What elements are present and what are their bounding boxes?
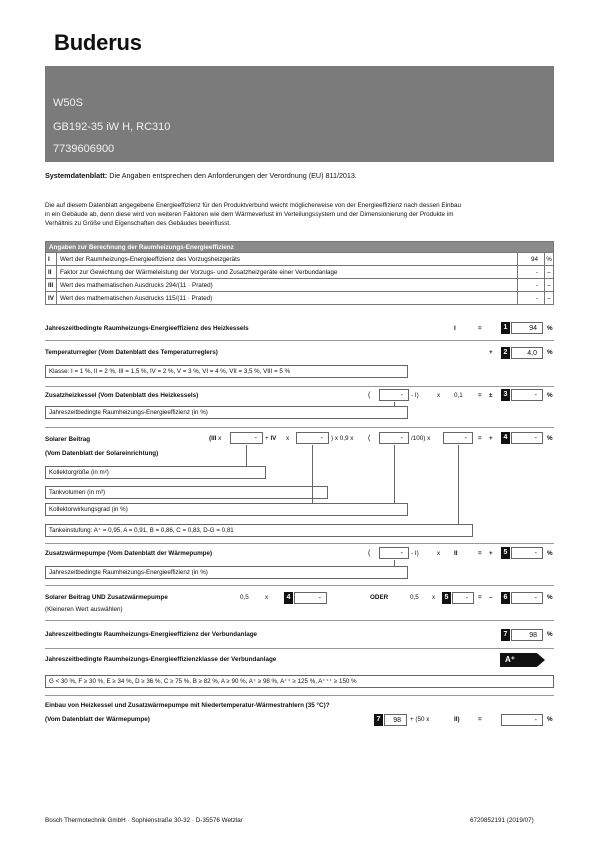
s3-value: - — [511, 389, 543, 401]
s6-x-1: x — [265, 594, 269, 601]
s4-box-collector-size: Kollektorgröße (in m²) — [45, 466, 266, 479]
s1-symbol: I — [454, 325, 456, 332]
s3-unit: % — [547, 392, 553, 399]
s9-operator: = — [478, 716, 482, 723]
footer-company: Bosch Thermotechnik GmbH · Sophienstraße 30-32 · D-35576 Wetzlar — [45, 817, 243, 824]
s4-paren: ( — [368, 433, 371, 442]
s6-number-badge: 6 — [501, 592, 510, 604]
s4-expr-1: (III x — [209, 435, 222, 442]
s3-operator: = — [478, 392, 482, 399]
s4-expr-2: + IV — [265, 435, 277, 442]
energy-class-label: A⁺ — [505, 655, 515, 664]
s1-value: 94 — [511, 322, 543, 334]
s1-title: Jahreszeitbedingte Raumheizungs-Energieeffizienz des Heizkessels — [45, 325, 249, 332]
s3-box: Jahreszeitbedingte Raumheizungs-Energieeffizienz (in %) — [45, 406, 408, 419]
product-header — [45, 66, 554, 162]
s4-unit: % — [547, 435, 553, 442]
s6-ref-value-5: - — [452, 592, 474, 604]
s1-unit: % — [547, 325, 553, 332]
s9-unit: % — [547, 716, 553, 723]
s4-box-collector-efficiency: Kollektorwirkungsgrad (in %) — [45, 503, 408, 516]
s6-value: - — [511, 592, 543, 604]
s4-number-badge: 4 — [501, 432, 510, 444]
table-row: IV Wert des mathematischen Ausdrucks 115/(11 · Prated) - – — [46, 292, 554, 305]
s5-input: - — [379, 547, 409, 559]
s6-ref-badge-4: 4 — [284, 592, 293, 604]
s4-plus: + — [489, 435, 493, 442]
s9-ref-badge-7: 7 — [374, 714, 383, 726]
table-title: Angaben zur Berechnung der Raumheizungs-Energieeffizienz — [46, 242, 554, 253]
s9-symbol: II) — [454, 716, 460, 723]
intro-para-1: Die auf diesem Datenblatt angegebene Energieeffizienz für den Produktverbund weicht möglicherweise von der Energieeffizienz nach dessen Einbau — [45, 202, 461, 209]
model-name: W50S — [53, 97, 83, 109]
s9-subtitle: (Vom Datenblatt der Wärmepumpe) — [45, 716, 150, 723]
s9-expr: + (50 x — [410, 716, 430, 723]
s6-x-2: x — [432, 594, 436, 601]
s9-result: - — [501, 714, 543, 726]
s5-operator: = — [478, 550, 482, 557]
s5-x: x — [437, 550, 441, 557]
s9-title: Einbau von Heizkessel und Zusatzwärmepumpe mit Niedertemperatur-Wärmestrahlern (35 °C)? — [45, 702, 330, 709]
s6-factor-2: 0,5 — [410, 594, 419, 601]
s6-oder: ODER — [370, 594, 389, 601]
brand-logo: Buderus — [54, 30, 142, 55]
s5-paren: ( — [368, 548, 371, 557]
s4-input-3: - — [379, 432, 409, 444]
s4-input-2: - — [296, 432, 329, 444]
s2-number-badge: 2 — [501, 347, 510, 359]
s4-x: x — [286, 435, 290, 442]
s6-minus: – — [489, 594, 493, 601]
s3-paren: ( — [368, 390, 371, 399]
s4-input-4: - — [443, 432, 473, 444]
s6-title: Solarer Beitrag UND Zusatzwärmepumpe — [45, 594, 168, 601]
s8-scale-box: G < 30 %, F ≥ 30 %, E ≥ 34 %, D ≥ 36 %, C ≥ 75 %, B ≥ 82 %, A ≥ 90 %, A⁺ ≥ 98 %, A⁺⁺ ≥ 125 %, A⁺⁺⁺ ≥ 150 % — [45, 675, 554, 688]
s6-ref-badge-5: 5 — [442, 592, 451, 604]
s5-minus-i: - I) — [411, 550, 419, 557]
s3-x: x — [437, 392, 441, 399]
s8-title: Jahreszeitbedingte Raumheizungs-Energieeffizienzklasse der Verbundanlage — [45, 656, 277, 663]
footer-doc-number: 6720852191 (2019/07) — [470, 817, 534, 824]
s4-expr-3: ) x 0,9 x — [331, 435, 354, 442]
s5-unit: % — [547, 550, 553, 557]
s2-title: Temperaturregler (Vom Datenblatt des Temperaturreglers) — [45, 349, 218, 356]
s5-number-badge: 5 — [501, 547, 510, 559]
s5-box: Jahreszeitbedingte Raumheizungs-Energieeffizienz (in %) — [45, 566, 408, 579]
s6-factor-1: 0,5 — [240, 594, 249, 601]
table-row: I Wert der Raumheizungs-Energieeffizienz des Vorzugsheizgeräts 94 % — [46, 253, 554, 266]
s6-unit: % — [547, 594, 553, 601]
s5-value: - — [511, 547, 543, 559]
s4-box-tank-volume: Tankvolumen (in m³) — [45, 486, 328, 499]
s2-value: 4,0 — [511, 347, 543, 359]
s6-ref-value-4: - — [294, 592, 327, 604]
s3-plusminus: ± — [489, 392, 493, 399]
article-number: 7739606900 — [53, 143, 115, 155]
s7-value: 98 — [511, 629, 543, 641]
s3-factor: 0,1 — [454, 392, 463, 399]
s7-title: Jahreszeitbedingte Raumheizungs-Energieeffizienz der Verbundanlage — [45, 631, 258, 638]
intro-para-2: in ein Gebäude ab, denn diese wird von weiteren Faktoren wie dem Wärmeverlust im Verteilungssystem und der Dimensionierung der Produkte im — [45, 211, 454, 218]
s7-number-badge: 7 — [501, 629, 510, 641]
s9-ref-value-7: 98 — [384, 714, 407, 726]
intro-para-3: Verhältnis zu Größe und Eigenschaften des Gebäudes beeinflusst. — [45, 220, 231, 227]
s6-operator: = — [478, 594, 482, 601]
s4-input-1: - — [230, 432, 263, 444]
s1-number-badge: 1 — [501, 322, 510, 334]
s2-classes-box: Klasse: I = 1 %, II = 2 %, III = 1,5 %, IV = 2 %, V = 3 %, VI = 4 %, VII = 3,5 %, VIII = 5 % — [45, 365, 408, 378]
calculation-table — [45, 241, 554, 305]
s3-title: Zusatzheizkessel (Vom Datenblatt des Heizkessels) — [45, 392, 199, 399]
s7-unit: % — [547, 631, 553, 638]
s4-subtitle: (Vom Datenblatt der Solareinrichtung) — [45, 450, 159, 457]
product-name: GB192-35 iW H, RC310 — [53, 121, 171, 133]
s4-title: Solarer Beitrag — [45, 436, 91, 443]
table-row: III Wert des mathematischen Ausdrucks 294/(11 · Prated) - – — [46, 279, 554, 292]
s4-value: - — [511, 432, 543, 444]
s4-box-tank-class: Tankeinstufung: A⁺ = 0,95, A = 0,91, B = 0,86, C = 0,83, D-G = 0,81 — [45, 524, 473, 537]
s5-symbol: II — [454, 550, 458, 557]
s1-operator: = — [478, 325, 482, 332]
s3-minus-i: - I) — [411, 392, 419, 399]
intro-text: Die Angaben entsprechen den Anforderungen der Verordnung (EU) 811/2013. — [107, 171, 357, 180]
s4-operator: = — [478, 435, 482, 442]
table-row: II Faktor zur Gewichtung der Wärmeleistung der Vorzugs- und Zusatzheizgeräte einer Verbundanlage - – — [46, 266, 554, 279]
s3-input: - — [379, 389, 409, 401]
s2-operator: + — [489, 349, 493, 356]
s2-unit: % — [547, 349, 553, 356]
intro-label: Systemdatenblatt: — [45, 171, 108, 180]
s3-number-badge: 3 — [501, 389, 510, 401]
s5-plus: + — [489, 550, 493, 557]
s5-title: Zusatzwärmepumpe (Vom Datenblatt der Wärmepumpe) — [45, 550, 213, 557]
s6-subtitle: (Kleineren Wert auswählen) — [45, 606, 123, 613]
intro-line — [45, 171, 357, 180]
s4-expr-4: /100) x — [411, 435, 431, 442]
